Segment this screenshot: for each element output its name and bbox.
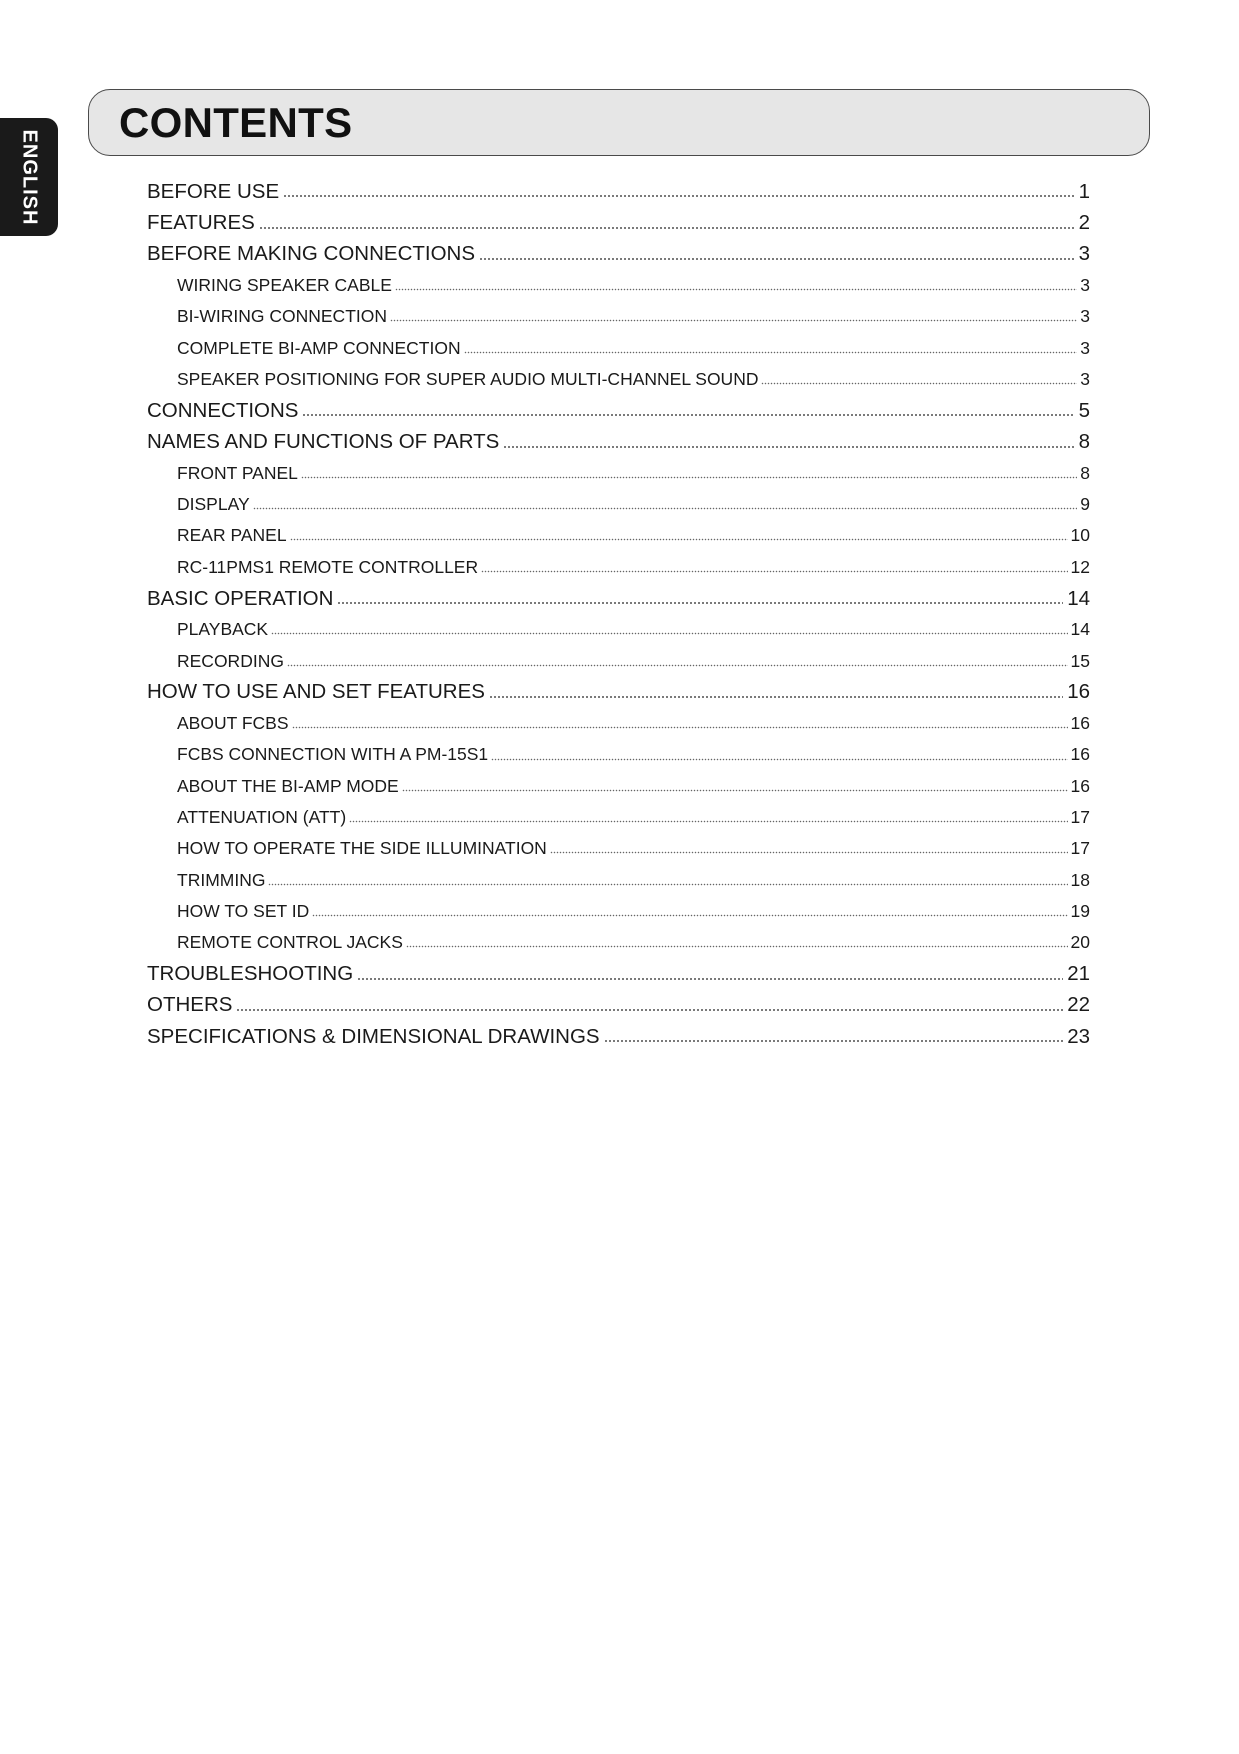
toc-entry-label: BASIC OPERATION [147, 586, 334, 610]
toc-entry-page: 10 [1070, 525, 1090, 546]
toc-entry-label: FRONT PANEL [177, 462, 298, 483]
toc-entry-page: 20 [1070, 932, 1090, 953]
toc-entry-page: 23 [1067, 1024, 1090, 1048]
toc-entry-label: COMPLETE BI-AMP CONNECTION [177, 337, 461, 358]
toc-entry[interactable] [147, 426, 1090, 457]
toc-subentry[interactable] [147, 771, 1090, 802]
toc-entry[interactable] [147, 677, 1090, 708]
toc-entry-page: 3 [1080, 275, 1090, 296]
toc-entry-label: FEATURES [147, 210, 255, 234]
toc-leader-dots [464, 339, 1077, 357]
toc-subentry[interactable] [147, 520, 1090, 551]
toc-subentry[interactable] [147, 270, 1090, 301]
toc-entry[interactable] [147, 1021, 1090, 1052]
toc-entry-label: CONNECTIONS [147, 398, 299, 422]
toc-entry-label: HOW TO SET ID [177, 900, 310, 921]
toc-leader-dots [301, 465, 1077, 483]
toc-leader-dots [287, 652, 1068, 670]
toc-leader-dots [604, 1026, 1064, 1047]
toc-subentry[interactable] [147, 896, 1090, 927]
toc-entry-label: ABOUT THE BI-AMP MODE [177, 775, 399, 796]
toc-leader-dots [406, 934, 1068, 952]
toc-entry-page: 16 [1070, 744, 1090, 765]
toc-entry-label: PLAYBACK [177, 619, 269, 640]
toc-entry-label: TRIMMING [177, 869, 266, 890]
toc-entry-page: 15 [1070, 650, 1090, 671]
toc-subentry[interactable] [147, 645, 1090, 676]
toc-leader-dots [395, 277, 1077, 295]
toc-leader-dots [236, 995, 1063, 1016]
toc-leader-dots [268, 871, 1067, 889]
page-title: CONTENTS [119, 99, 353, 146]
toc-leader-dots [481, 558, 1067, 576]
toc-entry-label: BEFORE MAKING CONNECTIONS [147, 242, 476, 266]
toc-entry-page: 12 [1070, 556, 1090, 577]
toc-entry-label: REMOTE CONTROL JACKS [177, 932, 403, 953]
toc-entry-label: HOW TO USE AND SET FEATURES [147, 680, 485, 704]
toc-entry-label: BI-WIRING CONNECTION [177, 306, 387, 327]
toc-subentry[interactable] [147, 552, 1090, 583]
toc-entry-label: DISPLAY [177, 494, 250, 515]
toc-entry-page: 3 [1078, 242, 1090, 266]
toc-entry-page: 8 [1078, 430, 1090, 454]
toc-leader-dots [337, 588, 1063, 609]
toc-entry-page: 16 [1067, 680, 1090, 704]
toc-entry-page: 16 [1070, 713, 1090, 734]
toc-entry[interactable] [147, 990, 1090, 1021]
toc-leader-dots [489, 682, 1063, 703]
toc-entry[interactable] [147, 207, 1090, 238]
toc-entry[interactable] [147, 958, 1090, 989]
toc-leader-dots [357, 964, 1063, 985]
toc-subentry[interactable] [147, 802, 1090, 833]
toc-leader-dots [349, 809, 1067, 827]
toc-entry-label: ABOUT FCBS [177, 713, 289, 734]
toc-subentry[interactable] [147, 614, 1090, 645]
toc-entry-label: TROUBLESHOOTING [147, 962, 354, 986]
toc-subentry[interactable] [147, 458, 1090, 489]
toc-subentry[interactable] [147, 708, 1090, 739]
contents-header [88, 89, 1150, 156]
toc-entry-page: 14 [1070, 619, 1090, 640]
toc-leader-dots [292, 715, 1068, 733]
toc-subentry[interactable] [147, 833, 1090, 864]
toc-subentry[interactable] [147, 865, 1090, 896]
toc-entry-page: 22 [1067, 993, 1090, 1017]
toc-entry-page: 8 [1080, 462, 1090, 483]
toc-leader-dots [283, 181, 1074, 202]
toc-leader-dots [491, 746, 1067, 764]
toc-entry-label: RECORDING [177, 650, 284, 671]
toc-entry-label: SPECIFICATIONS & DIMENSIONAL DRAWINGS [147, 1024, 600, 1048]
toc-entry[interactable] [147, 239, 1090, 270]
toc-leader-dots [479, 244, 1075, 265]
toc-entry-label: OTHERS [147, 993, 233, 1017]
toc-entry-page: 2 [1078, 210, 1090, 234]
toc-leader-dots [253, 496, 1077, 514]
toc-entry-label: WIRING SPEAKER CABLE [177, 275, 392, 296]
toc-subentry[interactable] [147, 301, 1090, 332]
toc-leader-dots [761, 371, 1077, 389]
toc-entry-page: 18 [1070, 869, 1090, 890]
toc-entry-page: 16 [1070, 775, 1090, 796]
toc-leader-dots [312, 903, 1067, 921]
toc-leader-dots [550, 840, 1068, 858]
toc-entry-label: FCBS CONNECTION WITH A PM-15S1 [177, 744, 489, 765]
toc-leader-dots [259, 213, 1075, 234]
toc-entry-page: 9 [1080, 494, 1090, 515]
toc-entry-page: 17 [1070, 838, 1090, 859]
toc-entry-label: BEFORE USE [147, 179, 280, 203]
toc-leader-dots [402, 778, 1068, 796]
toc-entry-label: NAMES AND FUNCTIONS OF PARTS [147, 430, 500, 454]
toc-entry[interactable] [147, 176, 1090, 207]
toc-entry-label: REAR PANEL [177, 525, 287, 546]
language-tab-label: ENGLISH [18, 129, 41, 225]
toc-subentry[interactable] [147, 364, 1090, 395]
toc-subentry[interactable] [147, 739, 1090, 770]
toc-entry-page: 3 [1080, 368, 1090, 389]
toc-leader-dots [503, 432, 1074, 453]
toc-subentry[interactable] [147, 332, 1090, 363]
toc-entry-label: HOW TO OPERATE THE SIDE ILLUMINATION [177, 838, 547, 859]
toc-entry-label: RC-11PMS1 REMOTE CONTROLLER [177, 556, 479, 577]
toc-leader-dots [390, 308, 1077, 326]
toc-entry-page: 21 [1067, 962, 1090, 986]
language-tab [0, 118, 58, 236]
toc-subentry[interactable] [147, 489, 1090, 520]
toc-entry-label: ATTENUATION (ATT) [177, 807, 347, 828]
toc-entry-page: 19 [1070, 900, 1090, 921]
toc-leader-dots [271, 621, 1067, 639]
toc-entry-page: 5 [1078, 398, 1090, 422]
toc-leader-dots [290, 527, 1068, 545]
table-of-contents [147, 176, 1090, 1052]
toc-entry[interactable] [147, 583, 1090, 614]
toc-entry-page: 17 [1070, 807, 1090, 828]
toc-entry-page: 3 [1080, 306, 1090, 327]
toc-leader-dots [302, 400, 1074, 421]
toc-entry[interactable] [147, 395, 1090, 426]
toc-entry-page: 3 [1080, 337, 1090, 358]
toc-entry-page: 14 [1067, 586, 1090, 610]
toc-entry-label: SPEAKER POSITIONING FOR SUPER AUDIO MULTI-CHANNEL SOUND [177, 368, 759, 389]
toc-subentry[interactable] [147, 927, 1090, 958]
toc-entry-page: 1 [1078, 179, 1090, 203]
